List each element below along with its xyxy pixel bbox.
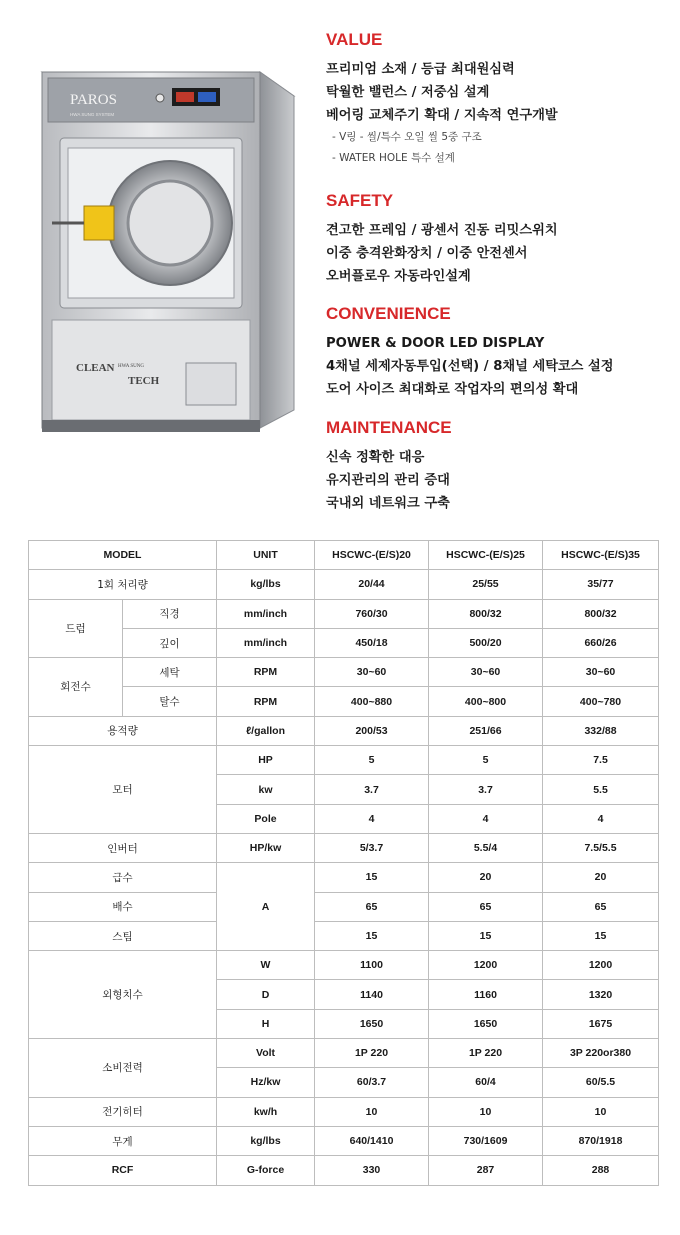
table-row: [29, 1039, 659, 1068]
row-label: 스팀: [29, 921, 217, 950]
convenience-line-1: POWER & DOOR LED DISPLAY: [326, 336, 545, 351]
cell: 640/1410: [315, 1126, 429, 1155]
cell: 800/32: [429, 599, 543, 628]
logo-mid-text: HWA SUNG: [118, 364, 144, 369]
cell: 60/4: [429, 1068, 543, 1097]
cell: 5: [429, 746, 543, 775]
row-label: 인버터: [29, 833, 217, 862]
cell: 1675: [543, 1009, 659, 1038]
cell: 1160: [429, 980, 543, 1009]
logo-right-text: TECH: [128, 375, 160, 387]
cell: 30~60: [315, 658, 429, 687]
table-row: [29, 833, 659, 862]
row-label: 모터: [29, 746, 217, 834]
cell: 760/30: [315, 599, 429, 628]
row-unit: kg/lbs: [217, 570, 315, 599]
header-unit: UNIT: [217, 541, 315, 570]
cell: 15: [315, 921, 429, 950]
cell: 287: [429, 1156, 543, 1185]
cell: 7.5: [543, 746, 659, 775]
row-unit: kw: [217, 775, 315, 804]
cell: 60/5.5: [543, 1068, 659, 1097]
washer-extractor-image: [32, 58, 304, 438]
row-sublabel: 직경: [123, 599, 217, 628]
cell: 20: [543, 863, 659, 892]
convenience-line-3: 도어 사이즈 최대화로 작업자의 편의성 확대: [326, 382, 579, 397]
table-row: [29, 570, 659, 599]
row-unit: ℓ/gallon: [217, 716, 315, 745]
spec-table: [28, 540, 659, 1186]
cell: 30~60: [429, 658, 543, 687]
cell: 400~880: [315, 687, 429, 716]
cell: 5.5/4: [429, 833, 543, 862]
table-row: [29, 951, 659, 980]
header-model: MODEL: [29, 541, 217, 570]
cell: 1650: [315, 1009, 429, 1038]
row-unit: Pole: [217, 804, 315, 833]
cell: 1P 220: [315, 1039, 429, 1068]
cell: 10: [543, 1097, 659, 1126]
row-unit: kw/h: [217, 1097, 315, 1126]
cell: 5: [315, 746, 429, 775]
cell: 1650: [429, 1009, 543, 1038]
value-heading: VALUE: [326, 30, 383, 49]
maintenance-line-3: 국내외 네트워크 구축: [326, 496, 450, 511]
row-label: 무게: [29, 1126, 217, 1155]
row-unit: Hz/kw: [217, 1068, 315, 1097]
row-unit: D: [217, 980, 315, 1009]
cell: 65: [315, 892, 429, 921]
safety-line-1: 견고한 프레임 / 광센서 진동 리밋스위치: [326, 223, 558, 238]
row-label: 배수: [29, 892, 217, 921]
table-row: [29, 863, 659, 892]
row-label: 용적량: [29, 716, 217, 745]
cell: 200/53: [315, 716, 429, 745]
value-line-1: 프리미엄 소재 / 등급 최대원심력: [326, 62, 515, 77]
table-header-row: [29, 541, 659, 570]
row-unit: HP: [217, 746, 315, 775]
safety-line-3: 오버플로우 자동라인설계: [326, 269, 471, 284]
cell: 3.7: [429, 775, 543, 804]
maintenance-section: [326, 418, 452, 515]
cell: 330: [315, 1156, 429, 1185]
row-unit: A: [217, 863, 315, 951]
cell: 870/1918: [543, 1126, 659, 1155]
table-row: [29, 921, 659, 950]
cell: 20/44: [315, 570, 429, 599]
cell: 288: [543, 1156, 659, 1185]
cell: 1100: [315, 951, 429, 980]
brand-subtext: HWA SUNG SYSTEM: [70, 112, 115, 117]
value-section: [326, 30, 558, 169]
table-row: [29, 1156, 659, 1185]
cell: 25/55: [429, 570, 543, 599]
cell: 5/3.7: [315, 833, 429, 862]
row-unit: RPM: [217, 687, 315, 716]
row-label: 외형치수: [29, 951, 217, 1039]
row-label: 전기히터: [29, 1097, 217, 1126]
row-label: 급수: [29, 863, 217, 892]
cell: 800/32: [543, 599, 659, 628]
row-label: 소비전력: [29, 1039, 217, 1098]
cell: 1320: [543, 980, 659, 1009]
convenience-heading: CONVENIENCE: [326, 304, 451, 323]
row-label: RCF: [29, 1156, 217, 1185]
cell: 1P 220: [429, 1039, 543, 1068]
maintenance-line-1: 신속 정확한 대응: [326, 450, 425, 465]
table-row: [29, 892, 659, 921]
header-model-2: HSCWC-(E/S)25: [429, 541, 543, 570]
brand-text: PAROS: [70, 92, 117, 108]
cell: 5.5: [543, 775, 659, 804]
cell: 1200: [429, 951, 543, 980]
cell: 4: [429, 804, 543, 833]
cell: 1140: [315, 980, 429, 1009]
cell: 10: [429, 1097, 543, 1126]
cell: 400~780: [543, 687, 659, 716]
table-row: [29, 1097, 659, 1126]
cell: 10: [315, 1097, 429, 1126]
row-unit: W: [217, 951, 315, 980]
cell: 65: [429, 892, 543, 921]
row-sublabel: 세탁: [123, 658, 217, 687]
cell: 15: [429, 921, 543, 950]
row-unit: kg/lbs: [217, 1126, 315, 1155]
row-label: 1회 처리량: [29, 570, 217, 599]
cell: 30~60: [543, 658, 659, 687]
row-unit: Volt: [217, 1039, 315, 1068]
cell: 251/66: [429, 716, 543, 745]
cell: 65: [543, 892, 659, 921]
table-row: [29, 716, 659, 745]
row-sublabel: 탈수: [123, 687, 217, 716]
row-sublabel: 깊이: [123, 628, 217, 657]
logo-left-text: CLEAN: [76, 362, 115, 374]
table-row: [29, 1126, 659, 1155]
table-row: [29, 628, 659, 657]
table-row: [29, 687, 659, 716]
cell: 20: [429, 863, 543, 892]
maintenance-line-2: 유지관리의 관리 증대: [326, 473, 450, 488]
table-row: [29, 746, 659, 775]
safety-heading: SAFETY: [326, 191, 394, 210]
cell: 500/20: [429, 628, 543, 657]
cell: 450/18: [315, 628, 429, 657]
cell: 15: [315, 863, 429, 892]
cell: 3.7: [315, 775, 429, 804]
cell: 4: [543, 804, 659, 833]
cell: 4: [315, 804, 429, 833]
value-sub-1: - V링 - 씰/특수 오일 씰 5중 구조: [332, 131, 482, 143]
header-model-3: HSCWC-(E/S)35: [543, 541, 659, 570]
value-sub-2: - WATER HOLE 특수 설계: [332, 152, 455, 164]
cell: 15: [543, 921, 659, 950]
convenience-section: [326, 304, 613, 401]
safety-section: [326, 191, 558, 288]
table-row: [29, 599, 659, 628]
row-unit: HP/kw: [217, 833, 315, 862]
cell: 1200: [543, 951, 659, 980]
header-model-1: HSCWC-(E/S)20: [315, 541, 429, 570]
cell: 400~800: [429, 687, 543, 716]
row-unit: H: [217, 1009, 315, 1038]
row-unit: mm/inch: [217, 628, 315, 657]
cell: 3P 220or380: [543, 1039, 659, 1068]
safety-line-2: 이중 충격완화장치 / 이중 안전센서: [326, 246, 528, 261]
table-row: [29, 658, 659, 687]
cell: 660/26: [543, 628, 659, 657]
cell: 60/3.7: [315, 1068, 429, 1097]
value-line-2: 탁월한 밸런스 / 저중심 설계: [326, 85, 490, 100]
cell: 35/77: [543, 570, 659, 599]
row-unit: RPM: [217, 658, 315, 687]
cell: 7.5/5.5: [543, 833, 659, 862]
value-line-3: 베어링 교체주기 확대 / 지속적 연구개발: [326, 108, 558, 123]
row-unit: mm/inch: [217, 599, 315, 628]
cell: 332/88: [543, 716, 659, 745]
row-label: 회전수: [29, 658, 123, 717]
maintenance-heading: MAINTENANCE: [326, 418, 452, 437]
cell: 730/1609: [429, 1126, 543, 1155]
row-label: 드럼: [29, 599, 123, 658]
convenience-line-2: 4채널 세제자동투입(선택) / 8채널 세탁코스 설정: [326, 359, 614, 374]
row-unit: G-force: [217, 1156, 315, 1185]
